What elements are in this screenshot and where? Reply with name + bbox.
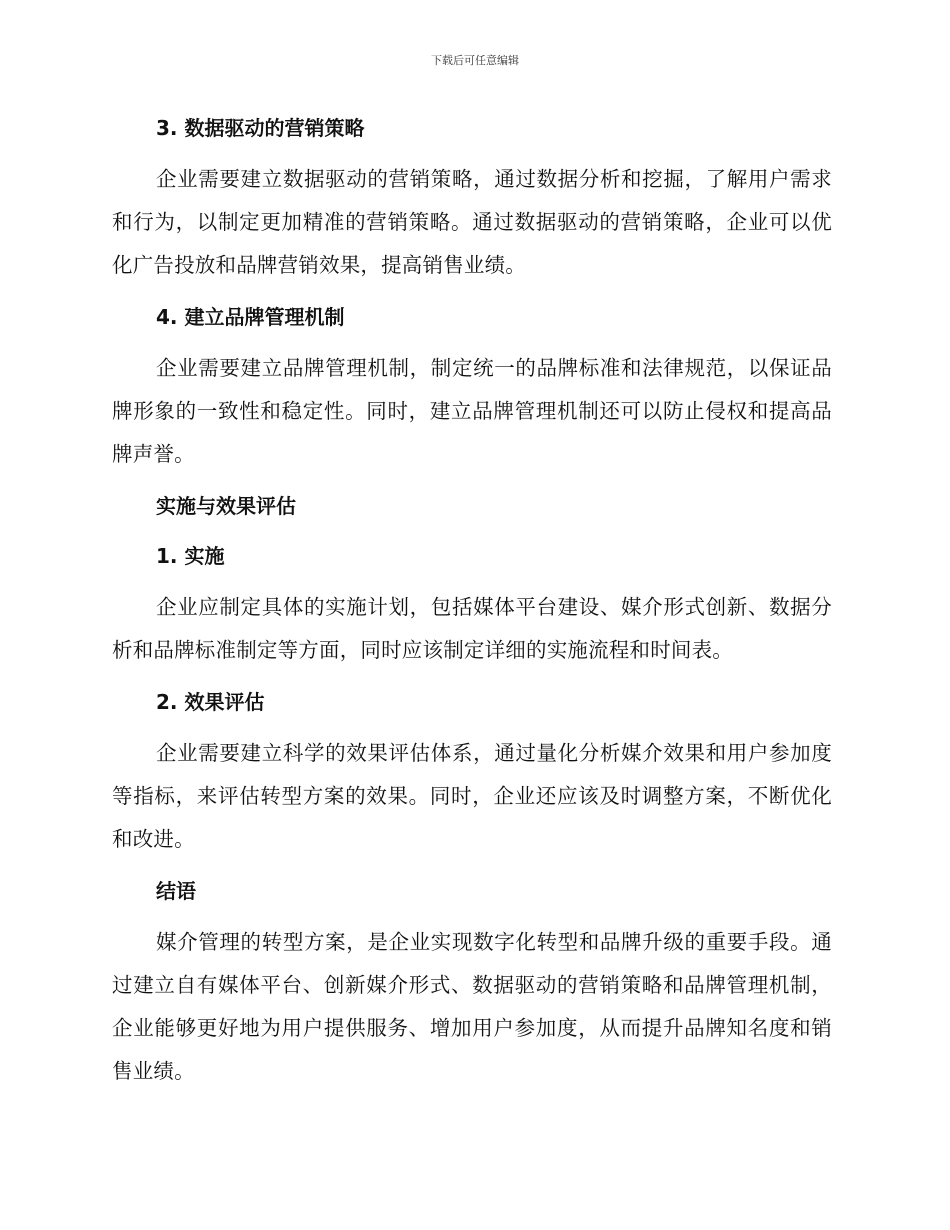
section-heading-data-driven-marketing: 3. 数据驱动的营销策略 xyxy=(156,116,365,140)
paragraph-data-driven-marketing: 企业需要建立数据驱动的营销策略，通过数据分析和挖掘，了解用户需求和行为，以制定更加精准的营销策略。通过数据驱动的营销策略，企业可以优化广告投放和品牌营销效果，提高销售业绩。 xyxy=(112,167,832,277)
paragraph-evaluation: 企业需要建立科学的效果评估体系，通过量化分析媒介效果和用户参加度等指标，来评估转型方案的效果。同时，企业还应该及时调整方案，不断优化和改进。 xyxy=(112,741,832,851)
document-body xyxy=(112,108,832,1103)
section-heading-conclusion: 结语 xyxy=(156,879,196,903)
page-header: 下载后可任意编辑 xyxy=(431,54,519,67)
section-heading-evaluation: 2. 效果评估 xyxy=(156,690,265,714)
paragraph-brand-management: 企业需要建立品牌管理机制，制定统一的品牌标准和法律规范，以保证品牌形象的一致性和稳定性。同时，建立品牌管理机制还可以防止侵权和提高品牌声誉。 xyxy=(112,356,832,466)
paragraph-implementation: 企业应制定具体的实施计划，包括媒体平台建设、媒介形式创新、数据分析和品牌标准制定等方面，同时应该制定详细的实施流程和时间表。 xyxy=(112,595,832,662)
section-heading-implementation-evaluation: 实施与效果评估 xyxy=(156,494,296,518)
section-heading-brand-management: 4. 建立品牌管理机制 xyxy=(156,305,345,329)
section-heading-implementation: 1. 实施 xyxy=(156,544,225,568)
paragraph-conclusion: 媒介管理的转型方案，是企业实现数字化转型和品牌升级的重要手段。通过建立自有媒体平台、创新媒介形式、数据驱动的营销策略和品牌管理机制，企业能够更好地为用户提供服务、增加用户参加度，从而提升品牌知名度和销售业绩。 xyxy=(112,930,832,1083)
